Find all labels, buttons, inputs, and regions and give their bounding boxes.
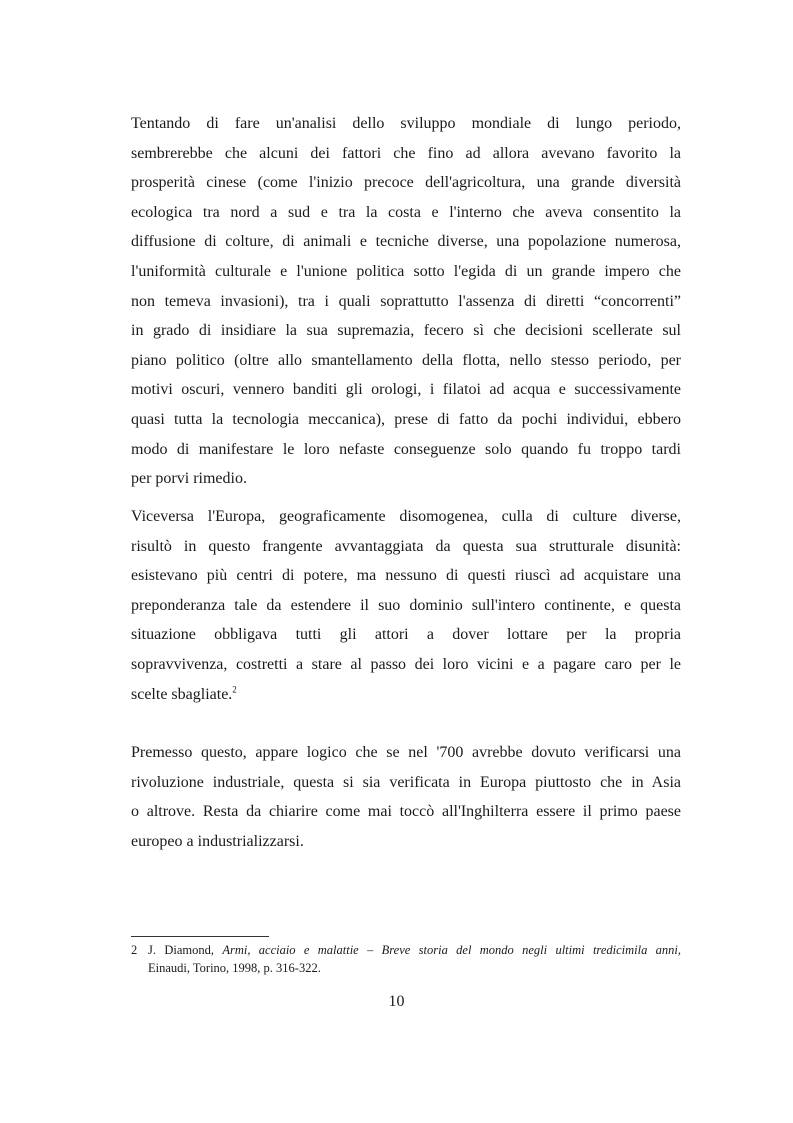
paragraph-2 bbox=[131, 502, 681, 709]
footnote-title: Armi, acciaio e malattie – Breve storia del mondo negli ultimi tredicimila anni, bbox=[222, 943, 682, 957]
text-line: europeo a industrializzarsi. bbox=[131, 832, 304, 850]
text-line: sembrerebbe che alcuni dei fattori che fino ad allora avevano favorito la bbox=[131, 144, 681, 162]
paragraph-3 bbox=[131, 738, 681, 856]
footnote-line bbox=[148, 941, 681, 959]
page-number: 10 bbox=[388, 993, 405, 1010]
text-line: prosperità cinese (come l'inizio precoce dell'agricoltura, una grande diversità bbox=[131, 174, 681, 192]
text-line: sopravvivenza, costretti a stare al passo dei loro vicini e a pagare caro per le bbox=[131, 655, 681, 673]
text-line: in grado di insidiare la sua supremazia, fecero sì che decisioni scellerate sul bbox=[131, 322, 681, 340]
footnote-publisher: Einaudi, Torino, 1998, p. 316-322. bbox=[148, 961, 321, 975]
text-line: rivoluzione industriale, questa si sia verificata in Europa piuttosto che in Asia bbox=[131, 773, 681, 791]
text-line: motivi oscuri, vennero banditi gli orologi, i filatoi ad acqua e successivamente bbox=[131, 381, 681, 399]
paragraph-1 bbox=[131, 109, 681, 494]
footnote-reference[interactable]: 2 bbox=[232, 684, 237, 695]
text-line: Premesso questo, appare logico che se nel '700 avrebbe dovuto verificarsi una bbox=[131, 744, 681, 761]
text-line: quasi tutta la tecnologia meccanica), prese di fatto da pochi individui, ebbero bbox=[131, 410, 681, 428]
text-line: scelte sbagliate. bbox=[131, 685, 233, 703]
text-line: per porvi rimedio. bbox=[131, 470, 247, 488]
text-line: non temeva invasioni), tra i quali soprattutto l'assenza di diretti “concorrenti” bbox=[131, 292, 681, 310]
text-line-with-footnote bbox=[131, 680, 681, 710]
text-line: esistevano più centri di potere, ma nessuno di questi riuscì ad acquistare una bbox=[131, 567, 681, 585]
text-line: l'uniformità culturale e l'unione politica sotto l'egida di un grande impero che bbox=[131, 262, 681, 280]
text-line: o altrove. Resta da chiarire come mai toccò all'Inghilterra essere il primo paese bbox=[131, 803, 681, 821]
text-line: risultò in questo frangente avvantaggiata da questa sua strutturale disunità: bbox=[131, 537, 681, 555]
text-line: modo di manifestare le loro nefaste conseguenze solo quando fu troppo tardi bbox=[131, 440, 681, 458]
footnote-number: 2 bbox=[131, 943, 138, 957]
footnote bbox=[131, 941, 681, 977]
text-line: piano politico (oltre allo smantellamento della flotta, nello stesso periodo, per bbox=[131, 351, 681, 369]
text-line: diffusione di colture, di animali e tecniche diverse, una popolazione numerosa, bbox=[131, 233, 681, 251]
text-line: ecologica tra nord a sud e tra la costa e l'interno che aveva consentito la bbox=[131, 203, 681, 221]
footnote-separator bbox=[131, 936, 269, 937]
text-line: Viceversa l'Europa, geograficamente disomogenea, culla di culture diverse, bbox=[131, 508, 681, 525]
text-line: preponderanza tale da estendere il suo dominio sull'intero continente, e questa bbox=[131, 596, 681, 614]
text-line: Tentando di fare un'analisi dello sviluppo mondiale di lungo periodo, bbox=[131, 115, 681, 132]
footnote-author: J. Diamond, bbox=[148, 943, 214, 957]
text-line: situazione obbligava tutti gli attori a dover lottare per la propria bbox=[131, 626, 681, 644]
